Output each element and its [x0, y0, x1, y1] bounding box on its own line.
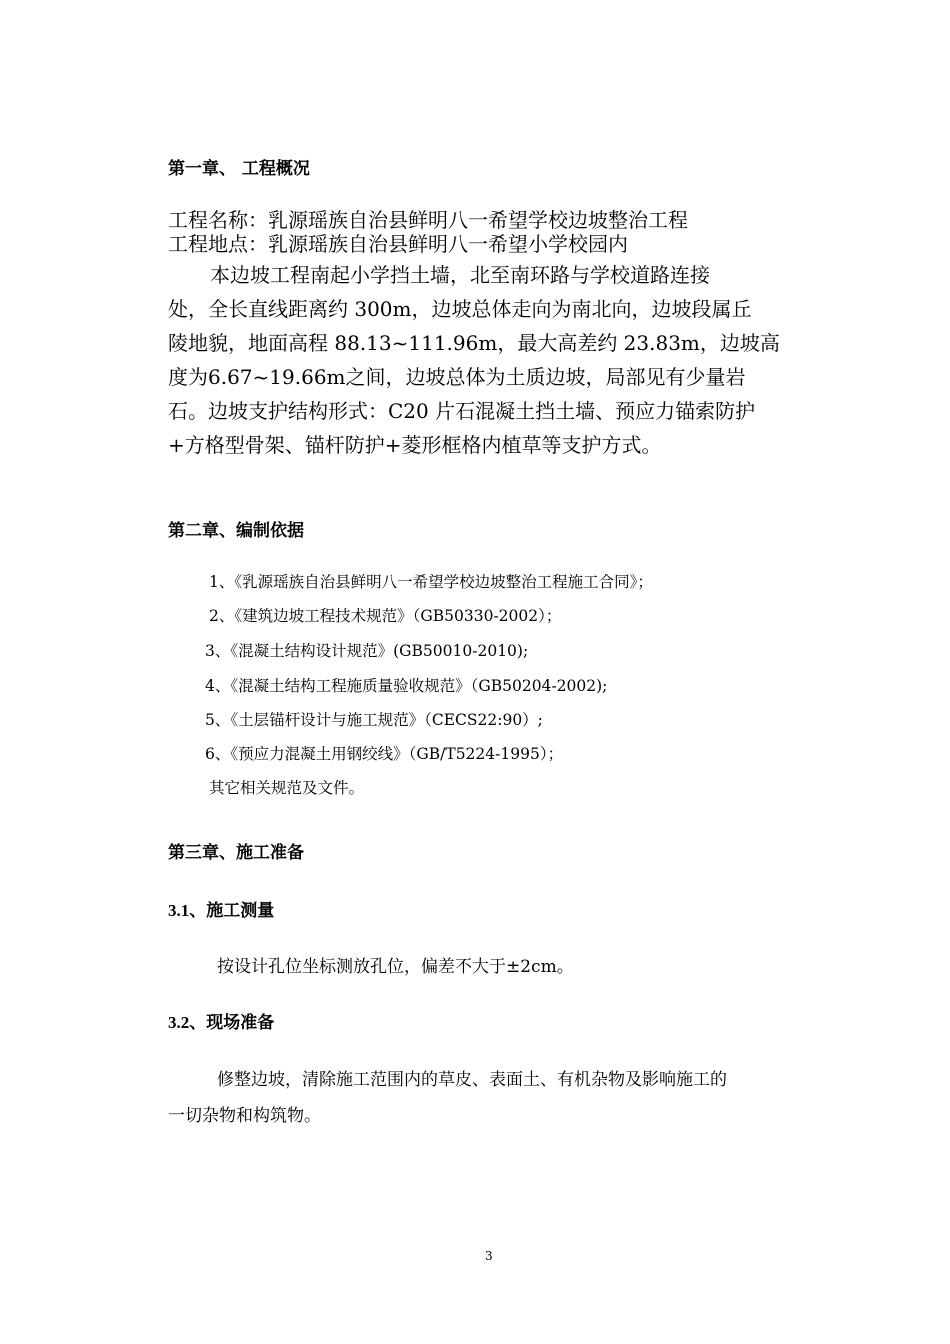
reference-item: 5、《土层锚杆设计与施工规范》（CECS22:90）; — [205, 711, 543, 729]
project-name: 工程名称：乳源瑶族自治县鲜明八一希望学校边坡整治工程 — [168, 208, 688, 232]
reference-item: 6、《预应力混凝土用钢绞线》（GB/T5224-1995）； — [205, 745, 564, 763]
reference-item: 其它相关规范及文件。 — [209, 779, 365, 797]
body-line: 度为6.67~19.66m之间，边坡总体为土质边坡，局部见有少量岩 — [168, 365, 746, 389]
chapter3-heading: 第三章、施工准备 — [168, 843, 304, 863]
page-number: 3 — [485, 1249, 493, 1263]
section-3-1-heading: 3.1、施工测量 — [168, 901, 275, 920]
body-line: 本边坡工程南起小学挡土墙，北至南环路与学校道路连接 — [210, 263, 710, 287]
reference-item: 2、《建筑边坡工程技术规范》（GB50330-2002）； — [209, 607, 562, 625]
body-line: 石。边坡支护结构形式：C20 片石混凝土挡土墙、预应力锚索防护 — [168, 399, 756, 423]
chapter2-heading: 第二章、编制依据 — [168, 521, 304, 541]
section-3-2-line: 一切杂物和构筑物。 — [168, 1106, 321, 1126]
reference-item: 3、《混凝土结构设计规范》(GB50010-2010); — [205, 642, 529, 660]
body-line: +方格型骨架、锚杆防护+菱形框格内植草等支护方式。 — [168, 433, 662, 457]
section-3-2-heading: 3.2、现场准备 — [168, 1013, 275, 1032]
reference-item: 1、《乳源瑶族自治县鲜明八一希望学校边坡整治工程施工合同》； — [209, 573, 653, 591]
section-3-1-text: 按设计孔位坐标测放孔位，偏差不大于±2cm。 — [217, 957, 574, 977]
body-line: 处，全长直线距离约 300m，边坡总体走向为南北向，边坡段属丘 — [168, 297, 752, 321]
reference-item: 4、《混凝土结构工程施质量验收规范》（GB50204-2002); — [205, 677, 608, 695]
body-line: 陵地貌，地面高程 88.13~111.96m，最大高差约 23.83m，边坡高 — [168, 331, 780, 355]
section-3-2-line: 修整边坡，清除施工范围内的草皮、表面土、有机杂物及影响施工的 — [217, 1070, 727, 1090]
project-location: 工程地点：乳源瑶族自治县鲜明八一希望小学校园内 — [168, 232, 628, 256]
chapter1-heading: 第一章、 工程概况 — [168, 159, 310, 179]
